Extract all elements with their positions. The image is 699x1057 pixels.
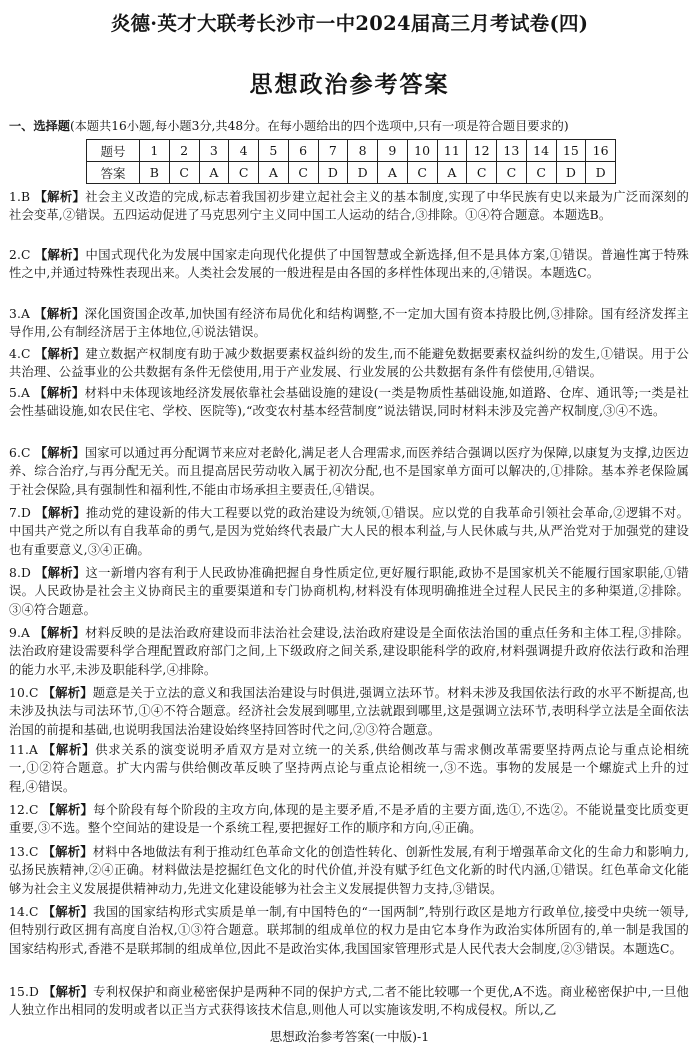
item-answer: 2.C (9, 248, 31, 262)
answer-cell: C (169, 162, 199, 184)
explanation-item (9, 741, 689, 796)
answer-cell: C (229, 162, 259, 184)
item-answer: 5.A (9, 386, 31, 400)
item-text: 国家可以通过再分配调节来应对老龄化,满足老人合理需求,而医养结合强调以医疗为保障,以康复为支撑,边医边养、综合治疗,与再分配无关。而且提高居民劳动收入属于初次分配,也不是国家单方面可以解决的,①排除。基本养老保险属于社会保险,具有强制性和福利性,不能由市场承担主要责任,④错误。 (9, 446, 689, 497)
item-text: 材料中各地做法有利于推动红色革命文化的创造性转化、创新性发展,有利于增强革命文化的生命力和影响力,弘扬民族精神,②④正确。材料做法是挖掘红色文化的时代价值,并没有赋予红色文化新的时代内涵,①错误。红色革命文化能够为社会主义发展提供精神动力,先进文化建设能够为社会主义发展提供智力支持,③错误。 (9, 845, 690, 896)
explanation-item (9, 305, 689, 342)
question-number: 14 (526, 140, 556, 162)
item-text: 材料反映的是法治政府建设而非法治社会建设,法治政府建设是全面依法治国的重点任务和主体工程,③排除。法治政府建设需要科学合理配置政府部门之间,上下级政府之间关系,建设职能科学的政府,材料强调提升政府依法行政和治理的能力水平,未涉及职能科学,④排除。 (9, 626, 690, 677)
question-number: 6 (288, 140, 318, 162)
section-title: 一、选择题 (9, 119, 70, 133)
answer-cell: D (348, 162, 378, 184)
item-text: 社会主义改造的完成,标志着我国初步建立起社会主义的基本制度,实现了中华民族有史以来最为广泛而深刻的社会变革,②错误。五四运动促进了马克思列宁主义同中国工人运动的结合,③排除。①④符合题意。本题选B。 (9, 190, 689, 223)
item-answer: 4.C (9, 347, 31, 361)
question-number: 11 (437, 140, 467, 162)
explanation-item (9, 384, 689, 421)
item-text: 题意是关于立法的意义和我国法治建设与时俱进,强调立法环节。材料未涉及我国依法行政的水平不断提高,也未涉及执法与司法环节,①④不符合题意。经济社会发展到哪里,立法就跟到哪里,这是强调立法环节,表明科学立法是全面依法治国的前提和基础,也说明我国法治建设始终坚持回答时代之问,②③符合题意。 (9, 686, 690, 737)
question-number: 7 (318, 140, 348, 162)
explanation-item (9, 843, 689, 898)
answer-cell: C (467, 162, 497, 184)
explanation-item (9, 504, 689, 559)
answer-cell: D (586, 162, 616, 184)
explanation-item (9, 444, 689, 499)
item-answer: 1.B (9, 190, 31, 204)
analysis-tag: 【解析】 (35, 565, 86, 580)
item-answer: 10.C (9, 686, 39, 700)
answer-cell: C (407, 162, 437, 184)
analysis-tag: 【解析】 (43, 984, 94, 999)
item-text: 我国的国家结构形式实质是单一制,有中国特色的“一国两制”,特别行政区是地方行政单位,接受中央统一领导,但特别行政区拥有高度自治权,①③符合题意。联邦制的组成单位的权力是由它本身作为政治实体所固有的,单一制是我国的国家结构形式,香港不是联邦制的组成单位,因此不是政治实体,我国国家管理形式是人民代表大会制度,②③错误。本题选C。 (9, 905, 689, 956)
answer-cell: C (526, 162, 556, 184)
exam-header: 炎德·英才大联考长沙市一中2024届高三月考试卷(四) (110, 12, 589, 35)
analysis-tag: 【解析】 (34, 346, 86, 361)
analysis-tag: 【解析】 (42, 742, 96, 757)
analysis-tag: 【解析】 (34, 306, 85, 321)
analysis-tag: 【解析】 (35, 505, 86, 520)
item-text: 中国式现代化为发展中国家走向现代化提供了中国智慧或全新选择,但不是具体方案,①错误。普遍性寓于特殊性之中,并通过特殊性表现出来。人类社会发展的一般进程是由各国的多样性体现出来的,④错误。本题选C。 (9, 248, 689, 281)
answer-cell: C (288, 162, 318, 184)
item-text: 建立数据产权制度有助于减少数据要素权益纠纷的发生,而不能避免数据要素权益纠纷的发生,①错误。用于公共治理、公益事业的公共数据有条件无偿使用,用于产业发展、行业发展的公共数据有条件有偿使用,④错误。 (9, 347, 689, 380)
question-number: 2 (169, 140, 199, 162)
question-number: 8 (348, 140, 378, 162)
analysis-tag: 【解析】 (34, 385, 85, 400)
question-number: 4 (229, 140, 259, 162)
analysis-tag: 【解析】 (34, 247, 86, 262)
explanation-item (9, 564, 689, 619)
item-text: 专利权保护和商业秘密保护是两种不同的保护方式,二者不能比较哪一个更优,A不选。商业秘密保护中,一旦他人独立作出相同的发明或者以正当方式获得该技术信息,则他人可以实施该发明,不构成侵权。所以,乙 (9, 985, 689, 1018)
item-answer: 9.A (9, 626, 31, 640)
question-number: 15 (556, 140, 586, 162)
question-number: 10 (407, 140, 437, 162)
question-number: 13 (497, 140, 527, 162)
item-answer: 8.D (9, 566, 32, 580)
analysis-tag: 【解析】 (34, 625, 86, 640)
item-answer: 11.A (9, 743, 39, 757)
item-text: 材料中未体现该地经济发展依靠社会基础设施的建设(一类是物质性基础设施,如道路、仓库、通讯等;一类是社会性基础设施,如农民住宅、学校、医院等),“改变农村基本经营制度”说法错误,同时材料未涉及完善产权制度,③④不选。 (9, 386, 689, 419)
item-text: 这一新增内容有利于人民政协准确把握自身性质定位,更好履行职能,政协不是国家机关不能履行国家职能,①错误。人民政协是社会主义协商民主的重要渠道和专门协商机构,材料没有体现明确推进全过程人民民主的多种渠道,②排除。③④符合题意。 (9, 566, 689, 617)
question-number: 5 (259, 140, 289, 162)
item-text: 推动党的建设新的伟大工程要以党的政治建设为统领,①错误。应以党的自我革命引领社会革命,②逻辑不对。中国共产党之所以有自我革命的勇气,是因为党始终代表最广大人民的根本利益,与人民休戚与共,从严治党对于加强党的建设也有重要意义,③④正确。 (9, 506, 690, 557)
section-heading (9, 117, 691, 134)
row-label-answer: 答案 (87, 162, 140, 184)
item-text: 供求关系的演变说明矛盾双方是对立统一的关系,供给侧改革与需求侧改革需要坚持两点论与重点论相统一,①②符合题意。扩大内需与供给侧改革反映了坚持两点论与重点论相统一,③不选。事物的发展是一个螺旋式上升的过程,④错误。 (9, 743, 689, 794)
explanation-item (9, 624, 689, 679)
answer-table (86, 139, 616, 184)
row-label-number: 题号 (87, 140, 140, 162)
answer-cell: C (497, 162, 527, 184)
answer-cell: D (556, 162, 586, 184)
item-answer: 13.C (9, 845, 39, 859)
answer-cell: A (437, 162, 467, 184)
item-answer: 14.C (9, 905, 39, 919)
explanation-item (9, 983, 689, 1020)
explanation-item (9, 345, 689, 382)
analysis-tag: 【解析】 (42, 904, 94, 919)
item-answer: 15.D (9, 985, 40, 999)
question-number: 3 (199, 140, 229, 162)
question-number: 16 (586, 140, 616, 162)
answer-cell: B (140, 162, 170, 184)
question-number: 12 (467, 140, 497, 162)
page-title: 思想政治参考答案 (249, 71, 450, 98)
analysis-tag: 【解析】 (34, 189, 86, 204)
answer-cell: A (259, 162, 289, 184)
question-number: 9 (378, 140, 408, 162)
item-answer: 3.A (9, 307, 31, 321)
explanation-item (9, 188, 689, 225)
explanation-item (9, 684, 689, 739)
explanation-item (9, 801, 689, 838)
question-number: 1 (140, 140, 170, 162)
explanation-item (9, 903, 689, 958)
answer-cell: A (378, 162, 408, 184)
analysis-tag: 【解析】 (42, 802, 94, 817)
answer-cell: D (318, 162, 348, 184)
answer-table-number-row (87, 140, 616, 162)
analysis-tag: 【解析】 (42, 844, 93, 859)
answer-table-answer-row (87, 162, 616, 184)
page-footer: 思想政治参考答案(一中版)-1 (269, 1029, 430, 1044)
item-text: 每个阶段有每个阶段的主攻方向,体现的是主要矛盾,不是矛盾的主要方面,选①,不选②。不能说量变比质变更重要,③不选。整个空间站的建设是一个系统工程,要把握好工作的顺序和方向,④正确。 (9, 803, 689, 836)
item-answer: 12.C (9, 803, 39, 817)
section-note: (本题共16小题,每小题3分,共48分。在每小题给出的四个选项中,只有一项是符合题目要求的) (69, 119, 569, 133)
analysis-tag: 【解析】 (34, 445, 85, 460)
analysis-tag: 【解析】 (42, 685, 93, 700)
item-text: 深化国资国企改革,加快国有经济布局优化和结构调整,不一定加大国有资本持股比例,③排除。国有经济发挥主导作用,公有制经济居于主体地位,④说法错误。 (9, 307, 689, 340)
explanation-item (9, 246, 689, 283)
answer-cell: A (199, 162, 229, 184)
item-answer: 6.C (9, 446, 31, 460)
item-answer: 7.D (9, 506, 32, 520)
